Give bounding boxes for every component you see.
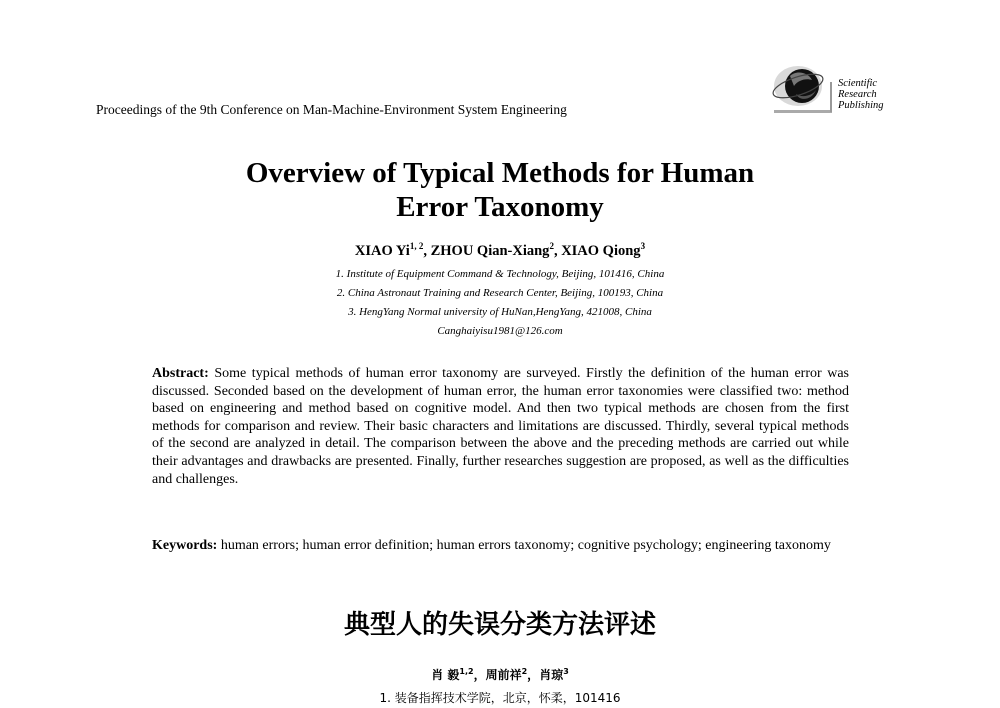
- affiliation-2: 2. China Astronaut Training and Research Center, Beijing, 100193, China: [336, 287, 664, 299]
- keywords-text: human errors; human error definition; human errors taxonomy; cognitive psychology; engineering taxonomy: [220, 538, 831, 553]
- author-email: Canghaiyisu1981@126.com: [437, 325, 563, 337]
- author-list: XIAO Yi$^{1, 2}$, ZHOU Qian-Xiang$^2$, XIAO Qiong$^3$: [354, 241, 646, 259]
- keywords-label: Keywords:: [152, 538, 218, 553]
- abstract-label: Abstract:: [152, 366, 209, 381]
- author-name: XIAO Yi: [354, 243, 410, 259]
- conference-header: Proceedings of the 9th Conference on Man-Machine-Environment System Engineering: [96, 102, 567, 117]
- publisher-name: Scientific Research Publishing: [838, 78, 884, 111]
- author-affil-sup: 1, 2: [409, 241, 424, 251]
- abstract: [152, 365, 849, 488]
- chinese-affiliation-1: 1. 装备指挥技术学院，北京，怀柔，101416: [379, 691, 621, 705]
- author-affil-sup: 2: [549, 241, 554, 251]
- paper-title-line-1: Overview of Typical Methods for Human: [245, 157, 755, 189]
- chinese-author-list: 肖 毅$^{1,2}$，周前祥$^2$，肖琼$^3$: [431, 667, 569, 682]
- affiliation-1: 1. Institute of Equipment Command & Technology, Beijing, 101416, China: [335, 268, 665, 280]
- abstract-text: Some typical methods of human error taxonomy are surveyed. Firstly the definition of the human error was discussed. Seconded based on the development of human error, the human error taxonomies were classified two: method based on engineering and method based on cognitive model. And then two typical methods are chosen from the first methods for comparison and review. Their basic characters and limitations are discussed. Thirdly, several typical methods of the second are analyzed in detail. The comparison between the above and the preceding methods are carried out while their advantages and drawbacks are presented. Finally, further researches suggestion are proposed, as well as the difficulties and challenges.: [152, 366, 849, 487]
- author-affil-sup: 3: [640, 241, 646, 251]
- keywords: [152, 537, 849, 555]
- chinese-title: 典型人的失误分类方法评述: [343, 610, 656, 640]
- author-name: XIAO Qiong: [561, 243, 641, 259]
- author-name: ZHOU Qian-Xiang: [430, 243, 550, 259]
- paper-title-line-2: Error Taxonomy: [396, 191, 604, 223]
- affiliation-3: 3. HengYang Normal university of HuNan,HengYang, 421008, China: [348, 306, 652, 318]
